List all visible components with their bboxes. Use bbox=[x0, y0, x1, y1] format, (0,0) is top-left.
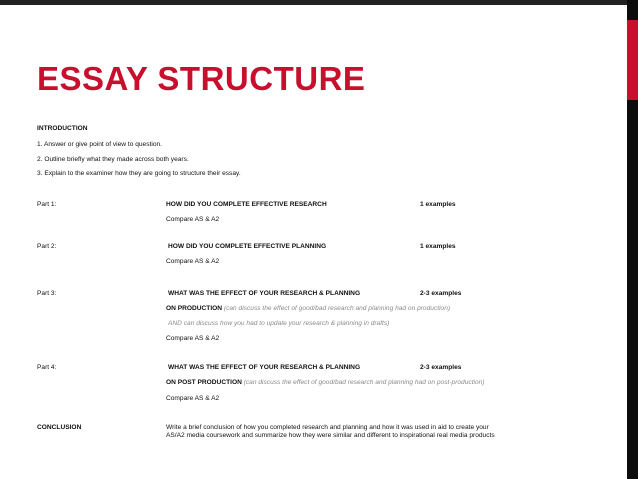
part-4-compare: Compare AS & A2 bbox=[166, 395, 220, 402]
top-border bbox=[0, 0, 627, 5]
slide-title: ESSAY STRUCTURE bbox=[37, 60, 366, 97]
intro-point-1: 1. Answer or give point of view to question. bbox=[37, 141, 162, 148]
part-4-question: WHAT WAS THE EFFECT OF YOUR RESEARCH & PLANNING bbox=[168, 364, 361, 371]
conclusion-label: CONCLUSION bbox=[37, 424, 82, 431]
part-4-subline bbox=[166, 379, 485, 387]
intro-heading: INTRODUCTION bbox=[37, 125, 88, 132]
part-2-label: Part 2: bbox=[37, 243, 57, 250]
part-2-question: HOW DID YOU COMPLETE EFFECTIVE PLANNING bbox=[168, 243, 327, 250]
part-3-sub-bold: ON PRODUCTION bbox=[166, 305, 223, 312]
part-3-compare: Compare AS & A2 bbox=[166, 335, 220, 342]
part-4-label: Part 4: bbox=[37, 364, 57, 371]
part-1-question: HOW DID YOU COMPLETE EFFECTIVE RESEARCH bbox=[166, 201, 327, 208]
intro-point-2: 2. Outline briefly what they made across both years. bbox=[37, 156, 189, 163]
accent-stripe bbox=[627, 20, 638, 100]
part-1-examples: 1 examples bbox=[420, 201, 456, 208]
intro-point-3: 3. Explain to the examiner how they are going to structure their essay. bbox=[37, 170, 241, 177]
part-4-sub-bold: ON POST PRODUCTION bbox=[166, 379, 242, 386]
part-3-examples: 2-3 examples bbox=[420, 290, 462, 297]
part-3-sub-note-2: AND can discuss how you had to update your research & planning in drafts) bbox=[168, 320, 390, 327]
part-3-question: WHAT WAS THE EFFECT OF YOUR RESEARCH & PLANNING bbox=[168, 290, 361, 297]
part-3-sub-note: (can discuss the effect of good/bad research and planning had on production) bbox=[223, 305, 451, 312]
part-4-sub-note: (can discuss the effect of good/bad research and planning had on post-production) bbox=[243, 379, 485, 386]
part-1-compare: Compare AS & A2 bbox=[166, 216, 220, 223]
part-2-compare: Compare AS & A2 bbox=[166, 258, 220, 265]
part-2-examples: 1 examples bbox=[420, 243, 456, 250]
part-3-label: Part 3: bbox=[37, 290, 57, 297]
part-4-examples: 2-3 examples bbox=[420, 364, 462, 371]
conclusion-text: Write a brief conclusion of how you completed research and planning and how it was used in aid to create your AS/A2 media coursework and summarize how they were similar and different to inspirational real media products bbox=[166, 424, 495, 439]
right-sidebar-bar bbox=[627, 0, 638, 479]
part-1-label: Part 1: bbox=[37, 201, 57, 208]
part-3-subline bbox=[166, 305, 450, 313]
